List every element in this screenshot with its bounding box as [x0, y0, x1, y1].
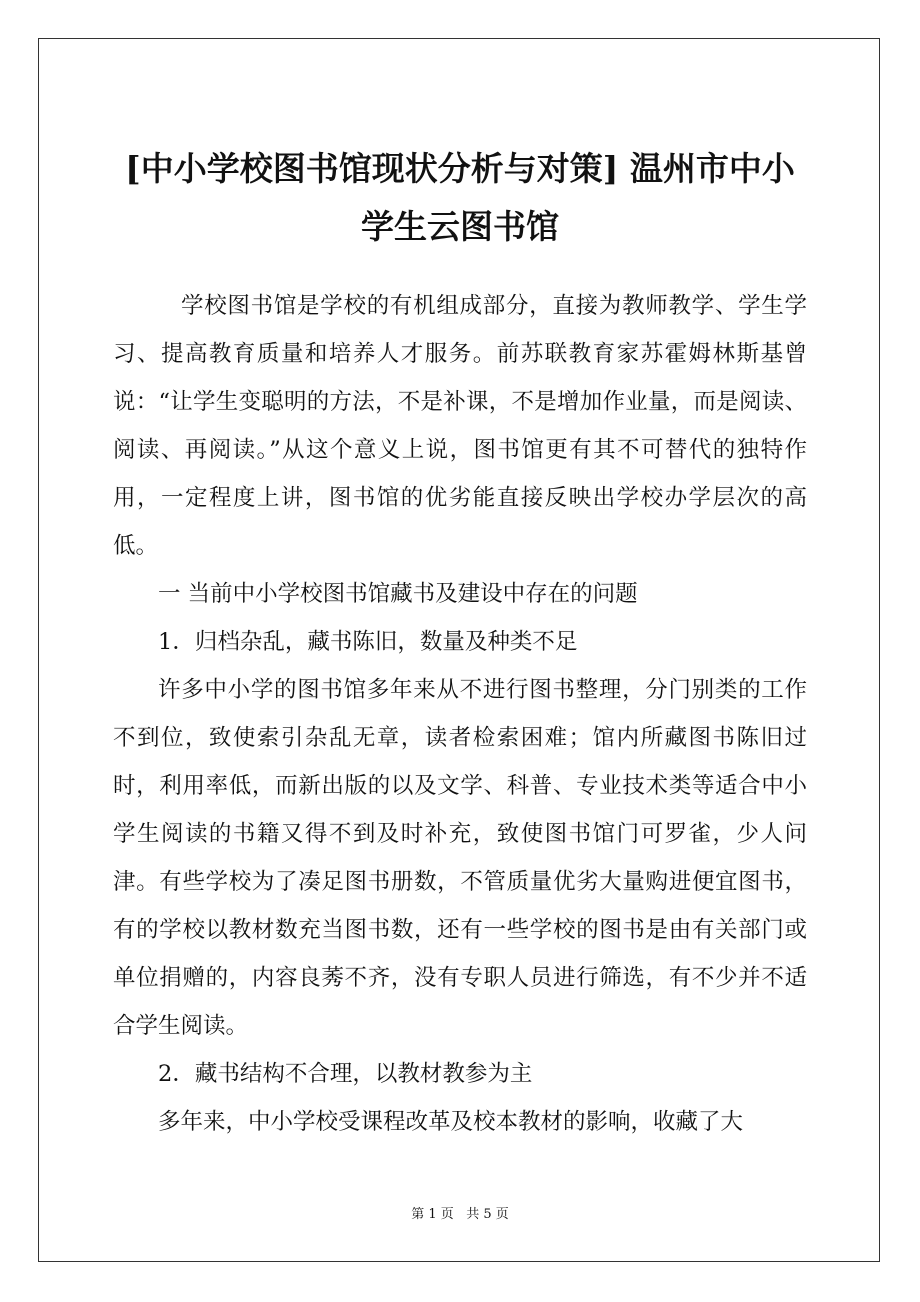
intro-paragraph: 学校图书馆是学校的有机组成部分，直接为教师教学、学生学习、提高教育质量和培养人才服务。前苏联教育家苏霍姆林斯基曾说：“让学生变聪明的方法，不是补课，不是增加作业量，而是阅读、阅读、再阅读。”从这个意义上说，图书馆更有其不可替代的独特作用，一定程度上讲，图书馆的优劣能直接反映出学校办学层次的高低。: [113, 293, 807, 559]
body-paragraph-3: 多年来，中小学校受课程改革及校本教材的影响，收藏了大: [158, 1109, 744, 1135]
document-title: [60, 140, 860, 256]
title-line-1: [中小学校图书馆现状分析与对策] 温州市中小: [125, 149, 795, 188]
section-heading-1: 一 当前中小学校图书馆藏书及建设中存在的问题: [158, 581, 638, 607]
title-line-2: 学生云图书馆: [361, 207, 559, 246]
document-body: [113, 282, 807, 1146]
body-paragraph-2: 许多中小学的图书馆多年来从不进行图书整理，分门别类的工作不到位，致使索引杂乱无章，读者检索困难；馆内所藏图书陈旧过时，利用率低，而新出版的以及文学、科普、专业技术类等适合中小学生阅读的书籍又得不到及时补充，致使图书馆门可罗雀，少人问津。有些学校为了凑足图书册数，不管质量优劣大量购进便宜图书，有的学校以教材数充当图书数，还有一些学校的图书是由有关部门或单位捐赠的，内容良莠不齐，没有专职人员进行筛选，有不少并不适合学生阅读。: [113, 677, 807, 1039]
subsection-heading-1: 1．归档杂乱，藏书陈旧，数量及种类不足: [158, 629, 578, 655]
subsection-heading-2: 2．藏书结构不合理，以教材教参为主: [158, 1061, 533, 1087]
page-footer: [0, 1205, 920, 1225]
page-number-label: 第 1 页 共 5 页: [411, 1207, 509, 1222]
